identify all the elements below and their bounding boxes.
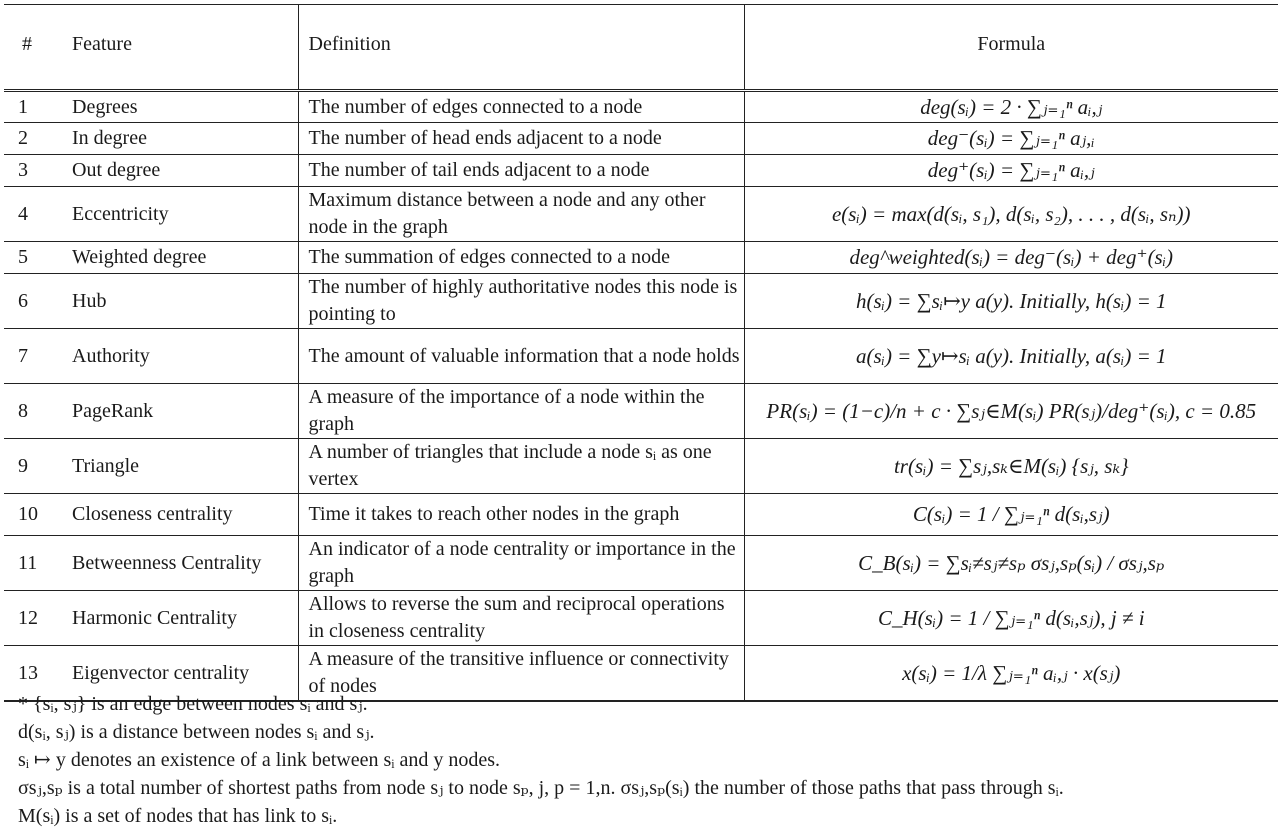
row-num: 1 <box>18 95 28 118</box>
row-num: 2 <box>18 127 28 149</box>
row-definition: The number of tail ends adjacent to a node <box>298 155 744 187</box>
table-row <box>4 494 1278 536</box>
table-row <box>4 91 1278 123</box>
row-num: 12 <box>18 606 38 629</box>
row-num: 13 <box>18 661 38 684</box>
row-feature: Harmonic Centrality <box>48 591 298 646</box>
row-formula: h(sᵢ) = ∑sᵢ↦y a(y). Initially, h(sᵢ) = 1 <box>855 288 1167 313</box>
row-definition: The number of edges connected to a node <box>298 91 744 123</box>
row-feature: Weighted degree <box>48 242 298 274</box>
row-formula: C_B(sᵢ) = ∑sᵢ≠sⱼ≠sₚ σsⱼ,sₚ(sᵢ) / σsⱼ,sₚ <box>858 550 1165 575</box>
row-num: 8 <box>18 399 28 422</box>
features-table <box>4 4 1278 702</box>
row-feature: Triangle <box>48 439 298 494</box>
header-formula: Formula <box>977 32 1046 55</box>
row-formula: e(sᵢ) = max(d(sᵢ, s₁), d(sᵢ, s₂), . . . , d(sᵢ, sₙ)) <box>831 201 1191 226</box>
row-definition: Allows to reverse the sum and reciprocal operations in closeness centrality <box>298 591 744 646</box>
row-num: 6 <box>18 289 28 312</box>
table-header-row <box>4 5 1278 91</box>
row-definition: The summation of edges connected to a node <box>298 242 744 274</box>
row-formula: C_H(sᵢ) = 1 / ∑ⱼ₌₁ⁿ d(sᵢ,sⱼ), j ≠ i <box>877 605 1145 630</box>
row-formula: x(sᵢ) = 1/λ ∑ⱼ₌₁ⁿ aᵢ,ⱼ · x(sⱼ) <box>902 660 1121 685</box>
row-feature: In degree <box>48 123 298 155</box>
header-definition: Definition <box>298 5 744 91</box>
footnote: d(sᵢ, sⱼ) is a distance between nodes sᵢ and sⱼ. <box>18 721 375 743</box>
row-formula: deg^weighted(sᵢ) = deg⁻(sᵢ) + deg⁺(sᵢ) <box>849 245 1174 269</box>
row-feature: Closeness centrality <box>48 494 298 536</box>
row-feature: Degrees <box>48 91 298 123</box>
row-formula: tr(sᵢ) = ∑sⱼ,sₖ∈M(sᵢ) {sⱼ, sₖ} <box>893 453 1129 478</box>
row-feature: Eigenvector centrality <box>48 646 298 702</box>
table-row <box>4 536 1278 591</box>
row-feature: Betweenness Centrality <box>48 536 298 591</box>
row-num: 5 <box>18 246 28 268</box>
table-row <box>4 123 1278 155</box>
table-row <box>4 384 1278 439</box>
footnote: * {sᵢ, sⱼ} is an edge between nodes sᵢ and sⱼ. <box>18 693 368 715</box>
row-definition: Time it takes to reach other nodes in the graph <box>298 494 744 536</box>
row-formula: C(sᵢ) = 1 / ∑ⱼ₌₁ⁿ d(sᵢ,sⱼ) <box>912 502 1110 526</box>
row-formula: deg⁻(sᵢ) = ∑ⱼ₌₁ⁿ aⱼ,ᵢ <box>927 126 1095 150</box>
row-definition: A measure of the importance of a node within the graph <box>298 384 744 439</box>
row-formula: deg⁺(sᵢ) = ∑ⱼ₌₁ⁿ aᵢ,ⱼ <box>927 158 1095 182</box>
footnote: M(sᵢ) is a set of nodes that has link to sᵢ. <box>18 805 338 827</box>
row-formula: deg(sᵢ) = 2 · ∑ⱼ₌₁ⁿ aᵢ,ⱼ <box>920 94 1103 119</box>
table-row <box>4 439 1278 494</box>
row-definition: An indicator of a node centrality or importance in the graph <box>298 536 744 591</box>
row-num: 7 <box>18 344 28 367</box>
row-formula: PR(sᵢ) = (1−c)/n + c · ∑sⱼ∈M(sᵢ) PR(sⱼ)/deg⁺(sᵢ), c = 0.85 <box>766 398 1257 423</box>
table-row <box>4 591 1278 646</box>
row-feature: Out degree <box>48 155 298 187</box>
row-feature: Authority <box>48 329 298 384</box>
header-num: # <box>22 32 32 55</box>
row-feature: Hub <box>48 274 298 329</box>
row-definition: The number of head ends adjacent to a node <box>298 123 744 155</box>
footnote: σsⱼ,sₚ is a total number of shortest paths from node sⱼ to node sₚ, j, p = 1,n. σsⱼ,sₚ(sᵢ) the number of those paths that pass through sᵢ. <box>18 777 1064 799</box>
row-num: 10 <box>18 503 38 525</box>
row-definition: The number of highly authoritative nodes this node is pointing to <box>298 274 744 329</box>
table-row <box>4 187 1278 242</box>
row-formula: a(sᵢ) = ∑y↦sᵢ a(y). Initially, a(sᵢ) = 1 <box>855 343 1167 368</box>
row-num: 9 <box>18 454 28 477</box>
table-row <box>4 155 1278 187</box>
header-feature: Feature <box>48 5 298 91</box>
row-num: 11 <box>18 551 38 574</box>
table-footnotes <box>18 690 1064 830</box>
table-row <box>4 274 1278 329</box>
row-num: 4 <box>18 202 28 225</box>
row-definition: The amount of valuable information that a node holds <box>298 329 744 384</box>
row-feature: PageRank <box>48 384 298 439</box>
footnote: sᵢ ↦ y denotes an existence of a link between sᵢ and y nodes. <box>18 749 501 771</box>
row-feature: Eccentricity <box>48 187 298 242</box>
row-definition: Maximum distance between a node and any other node in the graph <box>298 187 744 242</box>
row-definition: A measure of the transitive influence or connectivity of nodes <box>298 646 744 702</box>
table-row <box>4 329 1278 384</box>
table-row <box>4 242 1278 274</box>
row-num: 3 <box>18 159 28 181</box>
row-definition: A number of triangles that include a node sᵢ as one vertex <box>298 439 744 494</box>
